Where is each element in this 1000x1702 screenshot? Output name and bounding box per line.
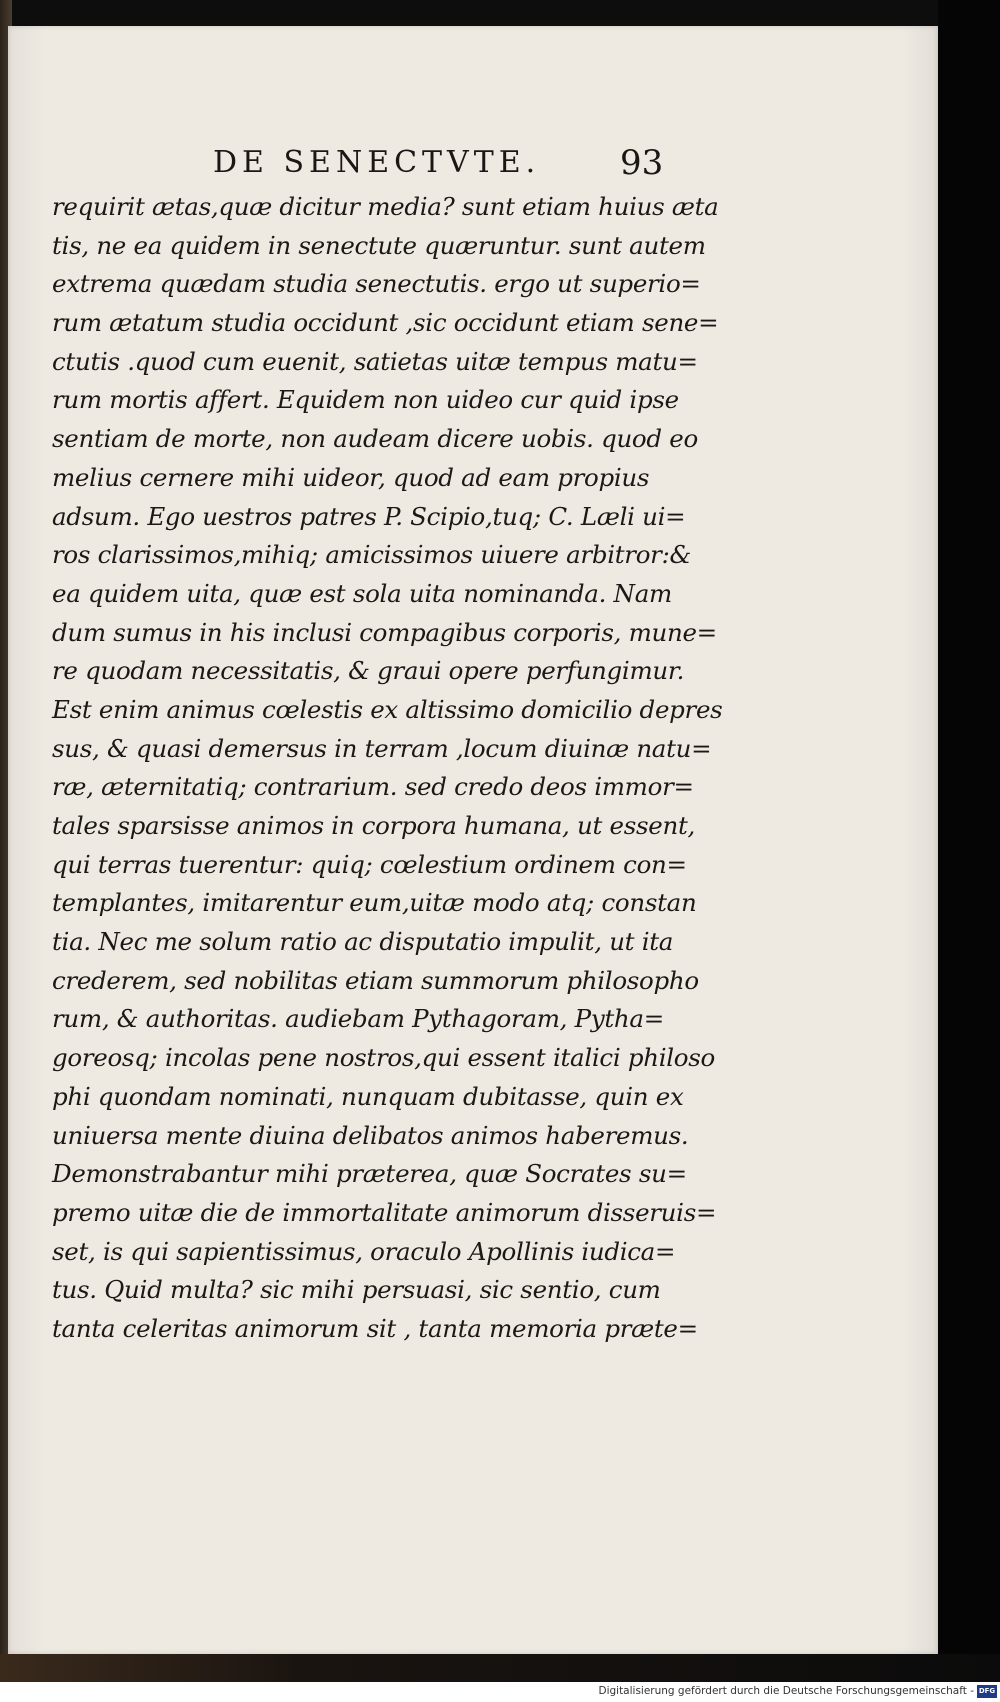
text-line: uniuersa mente diuina delibatos animos haberemus. (52, 1120, 689, 1150)
text-line: melius cernere mihi uideor, quod ad eam propius (52, 462, 650, 492)
page-header (8, 121, 938, 181)
text-line: rum mortis affert. Equidem non uideo cur quid ipse (52, 385, 679, 415)
text-line: Est enim animus cœlestis ex altissimo domicilio depres (52, 694, 723, 724)
text-line: tia. Nec me solum ratio ac disputatio impulit, ut ita (52, 927, 674, 957)
text-line: goreosq; incolas pene nostros,qui essent italici philoso (52, 1043, 715, 1073)
dfg-logo-icon: DFG (977, 1685, 997, 1698)
text-line: premo uitæ die de immortalitate animorum disseruis= (52, 1197, 717, 1227)
running-head: DE SENECTVTE. (213, 145, 541, 180)
book-page (8, 26, 938, 1654)
text-line: ræ, æternitatiq; contrarium. sed credo deos immor= (52, 772, 694, 802)
text-line: rum ætatum studia occidunt ,sic occidunt etiam sene= (52, 308, 719, 338)
text-line: tanta celeritas animorum sit , tanta memoria præte= (52, 1313, 698, 1343)
text-line: tus. Quid multa? sic mihi persuasi, sic sentio, cum (52, 1275, 661, 1305)
page-number: 93 (620, 143, 664, 183)
text-line: requirit ætas,quæ dicitur media? sunt etiam huius æta (52, 192, 719, 221)
text-line: templantes, imitarentur eum,uitæ modo atq; constan (52, 888, 697, 918)
text-line: sus, & quasi demersus in terram ,locum diuinæ natu= (52, 733, 712, 763)
text-line: rum, & authoritas. audiebam Pythagoram, Pytha= (52, 1004, 664, 1034)
body-text (52, 188, 732, 1349)
text-line: set, is qui sapientissimus, oraculo Apollinis iudica= (52, 1236, 676, 1266)
text-line: tis, ne ea quidem in senectute quæruntur. sunt autem (52, 230, 706, 260)
text-line: sentiam de morte, non audeam dicere uobis. quod eo (52, 424, 698, 454)
text-line: tales sparsisse animos in corpora humana, ut essent, (52, 811, 695, 840)
text-line: ea quidem uita, quæ est sola uita nominanda. Nam (52, 578, 672, 608)
text-line: phi quondam nominati, nunquam dubitasse, quin ex (52, 1081, 684, 1111)
text-line: crederem, sed nobilitas etiam summorum philosopho (52, 965, 699, 995)
text-line: adsum. Ego uestros patres P. Scipio,tuq; C. Læli ui= (52, 501, 686, 531)
text-line: re quodam necessitatis, & graui opere perfungimur. (52, 656, 685, 686)
credit-text: Digitalisierung gefördert durch die Deutsche Forschungsgemeinschaft - (598, 1685, 974, 1697)
text-line: ros clarissimos,mihiq; amicissimos uiuere arbitror:& (52, 540, 692, 570)
text-line: Demonstrabantur mihi præterea, quæ Socrates su= (52, 1159, 687, 1189)
text-line: extrema quædam studia senectutis. ergo ut superio= (52, 269, 701, 299)
text-line: qui terras tuerentur: quiq; cœlestium ordinem con= (52, 849, 687, 879)
background-shadow (938, 0, 1000, 1702)
book-bottom-edge (0, 1654, 1000, 1682)
digitization-credit-bar (0, 1682, 1000, 1702)
text-line: dum sumus in his inclusi compagibus corporis, mune= (52, 617, 717, 647)
text-line: ctutis .quod cum euenit, satietas uitæ tempus matu= (52, 346, 698, 376)
